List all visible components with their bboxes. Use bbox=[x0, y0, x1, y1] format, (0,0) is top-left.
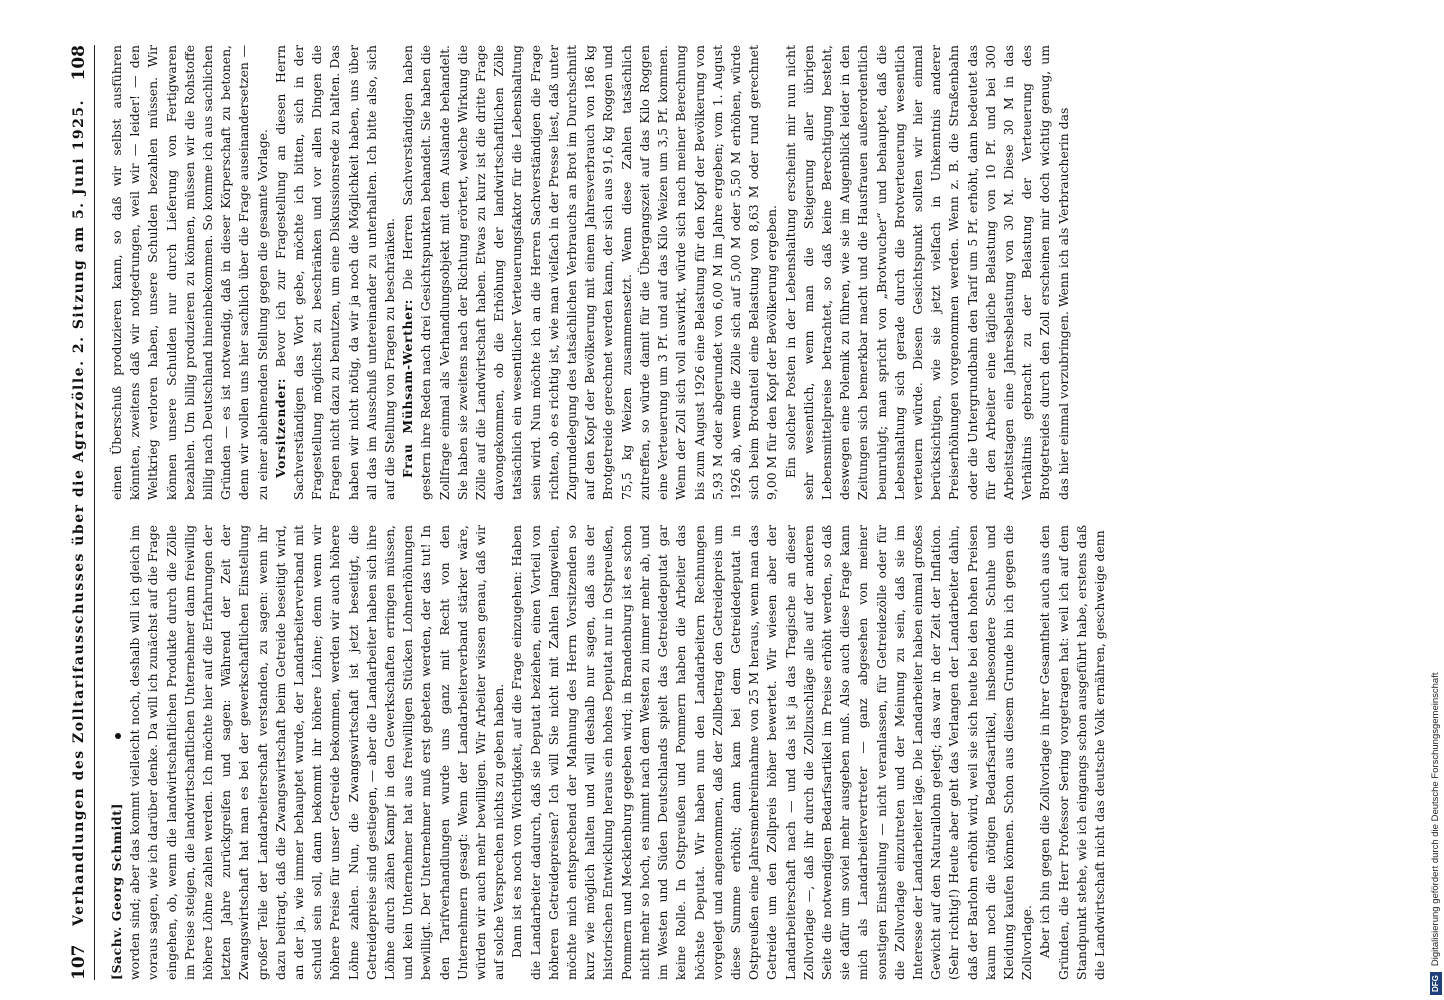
chair-speaker-name: Vorsitzender: bbox=[272, 377, 288, 478]
left-paragraph-3: Aber ich bin gegen die Zollvorlage in ihrer Gesamtheit auch aus den Gründen, die Herr Professor Sering vorgetragen hat: weil ich auf dem Standpunkt stehe, wie ich eingangs schon ausgeführt habe, erstens daß die Landwirtschaft nicht das deutsche Volk ernähren, geschweige denn bbox=[1037, 525, 1107, 980]
left-paragraph-1: worden sind; aber das kommt vielleicht noch, deshalb will ich gleich im voraus sagen, wie ich darüber denke. Da will ich zunächst auf die Frage eingehen, ob, wenn die landwirtschaftlichen Produkte durch die Zölle im Preise steigen, die landwirtschaftlichen Unternehmer dann freiwillig höhere Löhne zahlen werden. Ich möchte hier auf die Erfahrungen der letzten Jahre zurückgreifen und sagen: Während der Zeit der Zwangswirtschaft hat man es bei der gewerkschaftlichen Einstellung großer Teile der Landarbeiterschaft verstanden, zu sagen: wenn ihr dazu beitragt, daß die Zwangswirtschaft beim Getreide beseitigt wird, an der ja, wie immer behauptet wurde, der Landarbeiterverband mit schuld sein soll, dann bekommt ihr höhere Löhne; denn wenn wir höhere Preise für unser Getreide bekommen, werden wir auch höhere Löhne zahlen. Nun, die Zwangswirtschaft ist jetzt beseitigt, die Getreidepreise sind gestiegen, — aber die Landarbeiter haben sich ihre Löhne durch zähen Kampf in den Gewerkschaften erringen müssen, und kein Unternehmer hat aus freiwilligen Stücken Lohnerhöhungen bewilligt. Der Unternehmer muß erst gebeten werden, der das tut! In den Tarifverhandlungen wurde uns ganz mit Recht von den Unternehmern gesagt: Wenn der Landarbeiterverband stärker wäre, würden wir auch mehr bewilligen. Wir Arbeiter wissen genau, daß wir auf solche Versprechen nichts zu geben haben. bbox=[127, 525, 507, 980]
page-header bbox=[64, 45, 95, 980]
page-number-left: 107 bbox=[69, 944, 89, 980]
second-speaker-paragraph-2: Ein solcher Posten in der Lebenshaltung erscheint mir nun nicht sehr wesentlich, wenn man die Steigerung aller übrigen Lebensmittelpreise betrachtet, so daß keine Berechtigung besteht, deswegen eine Polemik zu führen, wie sie im Augenblick leider in den Zeitungen sich bemerkbar macht und die Hausfrauen außerordentlich beunruhigt; man spricht von „Brotwucher“ und behauptet, daß die Lebenshaltung sich gerade durch die Brotverteuerung wesentlich verteuern würde. Diesen Gesichtspunkt sollten wir hier einmal berücksichtigen, wie sie jetzt vielfach in Unkenntnis anderer Preiserhöhungen vorgenommen werden. Wenn z. B. die Straßenbahn oder die Untergrundbahn den Tarif um 5 Pf. erhöht, dann bedeutet das für den Arbeiter eine tägliche Belastung von 10 Pf. und bei 300 Arbeitstagen eine Jahresbelastung von 30 M. Diese 30 M in das Verhältnis gebracht zu der Belastung der Verteuerung des Brotgetreides durch den Zoll erscheinen mir doch wichtig genug, um das hier einmal vorzubringen. Wenn ich als Verbraucherin das bbox=[782, 45, 1071, 500]
digitization-footer bbox=[1412, 20, 1441, 995]
left-column bbox=[108, 525, 1398, 980]
right-paragraph-1: einen Überschuß produzieren kann, so daß wir selbst ausführen könnten, zweitens daß wir notgedrungen, weil wir — leider! — den Weltkrieg verloren haben, unsere Schulden bezahlen müssen. Wir können unsere Schulden nur durch Lieferung von Fertigwaren bezahlen. Um billig produzieren zu können, müssen wir die Rohstoffe billig nach Deutschland hineinbekommen. So komme ich aus sachlichen Gründen — es ist notwendig, daß in dieser Körperschaft zu betonen, denn wir wollen uns hier sachlich über die Frage auseinandersetzen — zu einer ablehnenden Stellung gegen die gesamte Vorlage. bbox=[109, 45, 270, 500]
left-speaker-line bbox=[108, 525, 126, 980]
right-column bbox=[108, 45, 1398, 500]
second-speaker-name: Frau Mühsam-Werther: bbox=[400, 299, 416, 478]
dfg-logo-icon: DFG bbox=[1430, 972, 1442, 995]
chair-text: Bevor ich zur Fragestellung an diesen Herrn Sachverständigen das Wort gebe, möchte ich bitten, sich in der Fragestellung möglichst zu beschränken und vor allen Dingen die Fragen nicht dazu zu benutzen, um eine Diskussionsrede zu halten. Das haben wir nicht nötig, da wir ja noch die Möglichkeit haben, uns über all das im Ausschuß untereinander zu unterhalten. Ich bitte also, sich auf die Stellung von Fragen zu beschränken. bbox=[272, 45, 398, 500]
page-number-right: 108 bbox=[69, 45, 89, 81]
running-title: Verhandlungen des Zolltarifausschusses über die Agrarzölle. 2. Sitzung am 5. Juni 1925. bbox=[71, 99, 87, 926]
chair-paragraph bbox=[272, 45, 399, 500]
second-speaker-paragraph bbox=[399, 45, 781, 500]
second-speaker-text-1: Die Herren Sachverständigen haben gestern ihre Reden nach drei Gesichtspunkten behandelt. Sie haben die Zollfrage einmal als Verhandlungsobjekt mit dem Auslande behandelt. Sie haben sie zweitens nach der Richtung erörtert, welche Wirkung die Zölle auf die Landwirtschaft haben. Etwas zu kurz ist die dritte Frage davongekommen, ob die Erhöhung der landwirtschaftlichen Zölle tatsächlich ein wesentlicher Verteuerungsfaktor für die Lebenshaltung sein wird. Nun möchte ich an die Herren Sachverständigen die Frage richten, ob es richtig ist, wie man vielfach in der Presse liest, daß unter Zugrundelegung des tatsächlichen Verbrauchs an Brot im Durchschnitt auf den Kopf der Bevölkerung mit einem Jahresverbrauch von 186 kg Brotgetreide gerechnet werden kann, der sich aus 91,6 kg Roggen und 75,5 kg Weizen zusammensetzt. Wenn diese Zahlen tatsächlich zutreffen, so würde damit für die Übergangszeit auf das Kilo Roggen eine Verteuerung um 3 Pf. und auf das Kilo Weizen um 3,5 Pf. kommen. Wenn der Zoll sich voll auswirkt, würde sich nach meiner Berechnung bis zum August 1926 eine Belastung für den Kopf der Bevölkerung von 5,93 M oder abgerundet von 6,00 M im Jahre ergeben; vom 1. August 1926 ab, wenn die Zölle sich auf 5,00 M oder 5,50 M erhöhen, würde sich beim Brotanteil eine Belastung von 8,63 M oder rund gerechnet 9,00 M für den Kopf der Bevölkerung ergeben. bbox=[400, 45, 780, 500]
footer-text: Digitalisierung gefördert durch die Deutsche Forschungsgemeinschaft bbox=[1430, 672, 1441, 967]
speaker-name: [Sachv. Georg Schmidt] bbox=[109, 803, 124, 980]
rotated-document-page bbox=[50, 20, 1434, 1000]
ink-dot-icon bbox=[115, 733, 121, 739]
left-paragraph-2: Dann ist es noch von Wichtigkeit, auf die Frage einzugehen: Haben die Landarbeiter dadurch, daß sie Deputat beziehen, einen Vorteil von höheren Getreidepreisen? Ich will Sie nicht mit Zahlen langweilen, möchte mich entsprechend der Mahnung des Herrn Vorsitzenden so kurz wie möglich halten und will deshalb nur sagen, daß aus der historischen Entwicklung heraus ein hohes Deputat nur in Ostpreußen, Pommern und Mecklenburg gegeben wird; in Brandenburg ist es schon nicht mehr so hoch, es nimmt nach dem Westen zu immer mehr ab, und im Westen und Süden Deutschlands spielt das Getreidedeputat gar keine Rolle. In Ostpreußen und Pommern haben die Arbeiter das höchste Deputat. Wir haben nun den Landarbeitern Rechnungen vorgelegt und angenommen, daß der Zollbetrag den Getreidepreis um diese Summe erhöht; dann kam bei dem Getreidedeputat in Ostpreußen eine Jahresmehreinnahme von 25 M heraus, wenn man das Getreide um den Zollpreis höher bewertet. Wir wiesen aber der Landarbeiterschaft nach — und das ist ja das Tragische an dieser Zollvorlage —, daß ihr durch die Zollzuschläge alle auf der anderen Seite die notwendigen Bedarfsartikel im Preise erhöht werden, so daß sie dafür um soviel mehr ausgeben muß. Also auch diese Frage kann mich als Landarbeitervertreter — ganz abgesehen von meiner sonstigen Einstellung — nicht veranlassen, für Getreidezölle oder für die Zollvorlage einzutreten und der Meinung zu sein, daß sie im Interesse der Landarbeiter läge. Die Landarbeiter haben einmal großes Gewicht auf den Naturallohn gelegt; das war in der Zeit der Inflation. (Sehr richtig!) Heute aber geht das Verlangen der Landarbeiter dahin, daß der Barlohn erhöht wird, weil sie sich heute bei den hohen Preisen kaum noch die nötigen Bedarfsartikel, insbesondere Schuhe und Kleidung kaufen können. Schon aus diesem Grunde bin ich gegen die Zollvorlage. bbox=[509, 525, 1035, 980]
